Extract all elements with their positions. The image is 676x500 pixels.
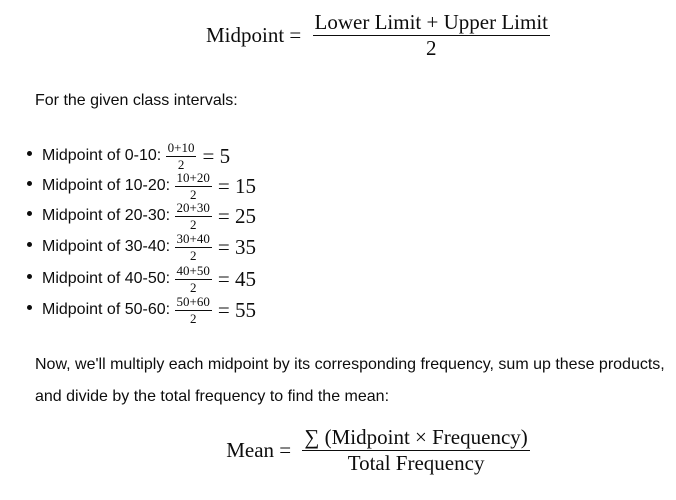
list-item <box>27 141 230 171</box>
numerator: 0+10 <box>167 139 195 155</box>
numerator: Lower Limit + Upper Limit <box>313 10 550 36</box>
numerator: ∑ (Midpoint × Frequency) <box>302 425 529 451</box>
denominator: 2 <box>189 216 197 232</box>
item-label: Midpoint of 10-20: <box>42 177 171 194</box>
numerator: 40+50 <box>176 262 210 278</box>
paragraph-text: Now, we'll multiply each midpoint by its corresponding frequency, sum up these products, and divide by the total frequency to find the mean: <box>35 356 665 405</box>
denominator: Total Frequency <box>347 451 485 476</box>
formula-lhs: Mean = <box>226 438 292 463</box>
list-item <box>27 201 256 231</box>
denominator: 2 <box>177 156 185 172</box>
fraction <box>313 10 550 61</box>
bullet-icon <box>27 211 32 216</box>
item-label: Midpoint of 20-30: <box>42 207 171 224</box>
fraction <box>302 425 529 476</box>
mean-formula <box>0 425 676 476</box>
item-result: = 5 <box>202 143 231 168</box>
fraction <box>166 140 197 172</box>
fraction <box>175 170 212 202</box>
item-result: = 45 <box>217 266 256 291</box>
bullet-icon <box>27 181 32 186</box>
formula-lhs: Midpoint = <box>206 23 302 48</box>
bullet-icon <box>27 242 32 247</box>
list-item <box>27 264 256 294</box>
item-label: Midpoint of 40-50: <box>42 270 171 287</box>
denominator: 2 <box>189 310 197 326</box>
denominator: 2 <box>426 36 437 61</box>
item-label: Midpoint of 30-40: <box>42 238 171 255</box>
intro-text: For the given class intervals: <box>35 92 238 109</box>
item-result: = 15 <box>217 173 256 198</box>
fraction <box>175 294 212 326</box>
list-item <box>27 171 256 201</box>
item-result: = 35 <box>217 234 256 259</box>
numerator: 30+40 <box>176 230 210 246</box>
list-item <box>27 232 256 262</box>
item-label: Midpoint of 0-10: <box>42 147 162 164</box>
bullet-icon <box>27 274 32 279</box>
numerator: 50+60 <box>176 293 210 309</box>
fraction <box>175 200 212 232</box>
list-item <box>27 295 256 325</box>
numerator: 20+30 <box>176 199 210 215</box>
denominator: 2 <box>189 247 197 263</box>
bullet-icon <box>27 151 32 156</box>
item-result: = 25 <box>217 203 256 228</box>
numerator: 10+20 <box>176 169 210 185</box>
bullet-icon <box>27 305 32 310</box>
item-label: Midpoint of 50-60: <box>42 301 171 318</box>
fraction <box>175 231 212 263</box>
midpoint-formula <box>0 10 676 61</box>
denominator: 2 <box>189 186 197 202</box>
item-result: = 55 <box>217 297 256 322</box>
fraction <box>175 263 212 295</box>
denominator: 2 <box>189 279 197 295</box>
